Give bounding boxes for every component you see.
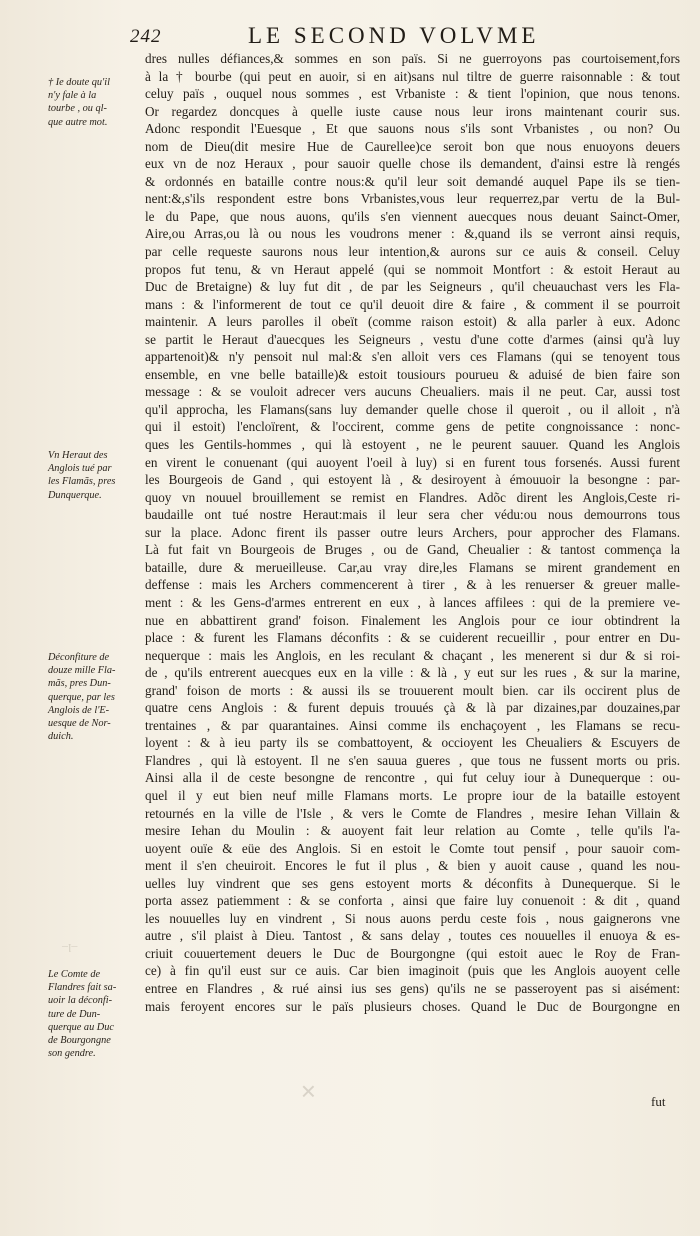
text-line: ques les Gentils-hommes , qui là estoyent , ne le peurent sauuer. Quand les Anglois bbox=[145, 437, 680, 453]
text-line: mesire Iehan du Moulin : & auoyent fait leur relation au Comte , telle qu'ils l'a- bbox=[145, 823, 680, 839]
text-line: mans : & l'informerent de tout ce qu'il deuoit dire & faire , & comment il se pourroit bbox=[145, 296, 680, 312]
margin-note-line: Anglois tué par bbox=[48, 463, 112, 475]
text-line: deffense : mais les Archers commencerent à tirer , & à les renuerser & greuer malle- bbox=[145, 577, 680, 593]
margin-note-line: querque au Duc bbox=[48, 1021, 114, 1033]
text-line: Ainsi alla il de ceste besongne de rencontre , qui fut celuy iour à Dunequerque : ou- bbox=[145, 770, 680, 786]
show-through-mark: –l– bbox=[62, 941, 78, 955]
margin-note-line: † Ie doute qu'il bbox=[48, 77, 110, 88]
text-line: dres nulles défiances,& sommes en son païs. Si ne guerroyons pas courtoisement,fors bbox=[145, 51, 680, 66]
text-line: message : & se vouloit adrecer vers aucuns Cheualiers. mais il ne peut. Car, aussi tost bbox=[145, 384, 680, 400]
text-line: bataille, dure & merueilleuse. Car,au vray dire,les Flamans se mirent grandement en bbox=[145, 559, 680, 575]
text-line: uelles luy vindrent que ses gens estoyent morts & déconfits à Dunequerque. Si le bbox=[145, 875, 680, 891]
text-line: porta assez patiemment : & se conforta , ainsi que faire luy conuenoit : & dit , quand bbox=[145, 893, 680, 909]
margin-note-line: Déconfiture de bbox=[48, 652, 110, 663]
margin-note-line: uoir la déconfi- bbox=[48, 995, 113, 1007]
text-line: ensemble, en vne belle bataille)& estoit tousiours pourueu & aduisé de bien faire son bbox=[145, 366, 680, 382]
page-header bbox=[128, 20, 688, 50]
text-line: qui il estoit) l'encloïrent, & l'occirent, comme gens de petite congnoissance : nonc- bbox=[145, 419, 680, 435]
text-line: maintenir. A leurs parolles il obeït (comme raison estoit) & alla parler à eux. Adonc bbox=[145, 314, 680, 330]
text-line: les nouuelles luy en vindrent , Si nous auons perdu ceste fois , nous gaignerons vne bbox=[145, 910, 680, 926]
margin-note-line: douze mille Fla- bbox=[48, 665, 116, 677]
margin-note-line: son gendre. bbox=[48, 1048, 96, 1060]
text-line: criuit couuertement deuers le Duc de Bourgongne (qui estoit auec le Roy de Fran- bbox=[145, 945, 680, 961]
text-line: eux vn de noz Heraux , pour sauoir quelle chose ils demandent, d'ainsi estre là rengés bbox=[145, 156, 680, 172]
text-line: Or regardez doncques à quelle iuste cause nous leur irons maintenant courir sus. bbox=[145, 103, 680, 119]
show-through-mark: ✕ bbox=[300, 1079, 317, 1101]
text-line: le du Pape, que nous auons, qu'ils s'en viennent auecques nous deuant Sainct-Omer, bbox=[145, 208, 680, 224]
margin-note-line: Le Comte de bbox=[48, 969, 101, 980]
text-line: nent:&,s'ils respondent estre bons Vrbanistes,vous leur requerrez,par vertu de la Bul- bbox=[145, 191, 680, 207]
margin-note-line: duich. bbox=[48, 731, 74, 743]
margin-note bbox=[48, 76, 140, 129]
text-line: celuy païs , ouquel nous sommes , est Vrbaniste : & tient l'opinion, que nous tenons. bbox=[145, 86, 680, 102]
text-line: ment : & les Gens-d'armes entrerent en eux , à lances affilees : qui de la premiere ve- bbox=[145, 594, 680, 610]
body-text bbox=[145, 50, 680, 1015]
text-line: Flandres , qui là estoyent. Il ne s'en sauua gueres , que tous ne fussent morts ou pris. bbox=[145, 752, 680, 768]
text-line: en virent le conuenant (qui auoyent l'oeil à luy) si en furent tous forsenés. Aussi furent bbox=[145, 454, 680, 470]
text-line: entree en Flandres , & rué ainsi ius ses gens) qu'ils ne se passeroyent pas si aisément: bbox=[145, 980, 680, 996]
margin-note bbox=[48, 651, 140, 743]
text-line: quel il y eut bien neuf mille Flamans morts. Le propre iour de la bataille estoyent bbox=[145, 787, 680, 803]
text-line: place : & furent les Flamans déconfits : & se cuiderent recueillir , pour entrer en Du- bbox=[145, 630, 680, 646]
text-line: grand' foison de morts : & aussi ils se trouuerent moult bien. car ils occirent plus de bbox=[145, 682, 680, 698]
margin-note-line: n'y fale à la bbox=[48, 90, 97, 102]
text-line: appartenoit)& n'y pensoit nul mal:& s'en alloit vers ces Flamans (qui se tenoyent tous bbox=[145, 349, 680, 365]
margin-notes bbox=[48, 0, 140, 1236]
text-line: retournés en la ville de l'Isle , & vers le Comte de Flandres , mesire Iehan Villain & bbox=[145, 805, 680, 821]
margin-note-line: uesque de Nor- bbox=[48, 718, 111, 730]
text-line: quatre cens Anglois : & furent depuis trouués çà & là par dizaines,par douzaines,par bbox=[145, 700, 680, 716]
text-line: Adonc respondit l'Euesque , Et que sauons nous s'ils sont Vrbanistes , ou non? Ou bbox=[145, 121, 680, 137]
margin-note-line: mãs, pres Dun- bbox=[48, 678, 111, 690]
margin-note bbox=[48, 968, 140, 1060]
text-line: ment il s'en cheuiroit. Encores le fut il plus , & bien y auoit cause , quand les nou- bbox=[145, 858, 680, 874]
text-line: de , qu'ils entrerent auecques eux en la ville : & là , y eut sur les rues , & sur la marine, bbox=[145, 665, 680, 681]
text-line: par celle requeste saurons nous leur intention,& aurons sur ce auis & conseil. Celuy bbox=[145, 244, 680, 260]
text-line: se partit le Heraut d'auecques les Seigneurs , vestu d'une cotte d'armes (ainsi qu'à luy bbox=[145, 331, 680, 347]
text-line: autre , s'il plaist à Dieu. Tantost , & sans delay , toutes ces nouuelles il enuoya & es- bbox=[145, 928, 680, 944]
text-line: baudaille ont tué nostre Heraut:mais il leur sera cher védu:ou nous demourrons tous bbox=[145, 507, 680, 523]
text-line: Aire,ou Arras,ou là ou nous les voudrons mener : &,quand ils se verront ainsi requis, bbox=[145, 226, 680, 242]
running-head: LE SECOND VOLVME bbox=[248, 23, 540, 48]
text-line: sur la place. Adonc firent ils passer outre leurs Archers, pour approcher des Flamans. bbox=[145, 524, 680, 540]
margin-note-line: les Flamãs, pres bbox=[48, 476, 116, 488]
margin-note-line: Anglois de l'E- bbox=[48, 704, 110, 716]
text-line: & ordonnés en bataille contre nous:& qu'il leur soit demandé auquel Pape ils se tien- bbox=[145, 173, 680, 189]
text-line: quoy vn nouuel brouillement se remist en Flandres. Adõc dirent les Anglois,Ceste ri- bbox=[145, 489, 680, 505]
page-number: 242 bbox=[130, 26, 162, 47]
text-line: ce) à fin qu'il eust sur ce auis. Car bien imaginoit (puis que les Anglois auoyent celle bbox=[145, 963, 680, 979]
text-line: uoyent ouïe & eüe des Anglois. Si en estoit le Comte tout pensif , pour sauoir com- bbox=[145, 840, 680, 856]
text-line: à la † bourbe (qui peut en auoir, si en ait)sans nul tiltre de guerre raisonnable : & tout bbox=[145, 68, 680, 84]
margin-note-line: tourbe , ou ql- bbox=[48, 103, 107, 115]
text-line: nom de Dieu(dit mesire Hue de Caurellee)ce seroit bon que nous enuoyons deuers bbox=[145, 138, 680, 154]
text-line: les Bourgeois de Gand , qui estoyent là , & desiroyent à émouuoir la besongne : par- bbox=[145, 472, 680, 488]
text-line: loyent : & à ieu party ils se combattoyent, & occioyent les Cheualiers & Escuyers de bbox=[145, 735, 680, 751]
margin-note-line: Vn Heraut des bbox=[48, 450, 108, 461]
text-line: trentaines , & par quarantaines. Ainsi comme ils enchaçoyent , les Flamans se recu- bbox=[145, 717, 680, 733]
margin-note-line: de Bourgongne bbox=[48, 1035, 111, 1047]
margin-note-line: querque, par les bbox=[48, 691, 115, 703]
text-line: Duc de Bretaigne) & luy fut dit , de par les Seigneurs , qu'il cheuauchast vers les Fla- bbox=[145, 279, 680, 295]
catchword: fut bbox=[651, 1094, 666, 1109]
text-line: nue en abbattirent grand' foison. Finalement les Anglois pour ce iour obtindrent la bbox=[145, 612, 680, 628]
text-line: nequerque : mais les Anglois, en les reculant & chaçant , les menerent si dur & si roi- bbox=[145, 647, 680, 663]
margin-note bbox=[48, 449, 140, 502]
text-line: qu'il approcha, les Flamans(sans luy demander quelle chose il queroit , ou il alloit , n'à bbox=[145, 401, 680, 417]
text-line: propos fut tenu, & vn Heraut appelé (qui se nommoit Montfort : & estoit Heraut au bbox=[145, 261, 680, 277]
margin-note-line: que autre mot. bbox=[48, 116, 108, 128]
text-line: mais feroyent encores sur le païs plusieurs choses. Quand le Duc de Bourgongne en bbox=[145, 998, 680, 1014]
text-line: Là fut fait vn Bourgeois de Bruges , ou de Gand, Cheualier : & tantost commença la bbox=[145, 542, 680, 558]
margin-note-line: Dunquerque. bbox=[48, 489, 102, 501]
margin-note-line: Flandres fait sa- bbox=[48, 982, 117, 994]
margin-note-line: ture de Dun- bbox=[48, 1008, 101, 1020]
